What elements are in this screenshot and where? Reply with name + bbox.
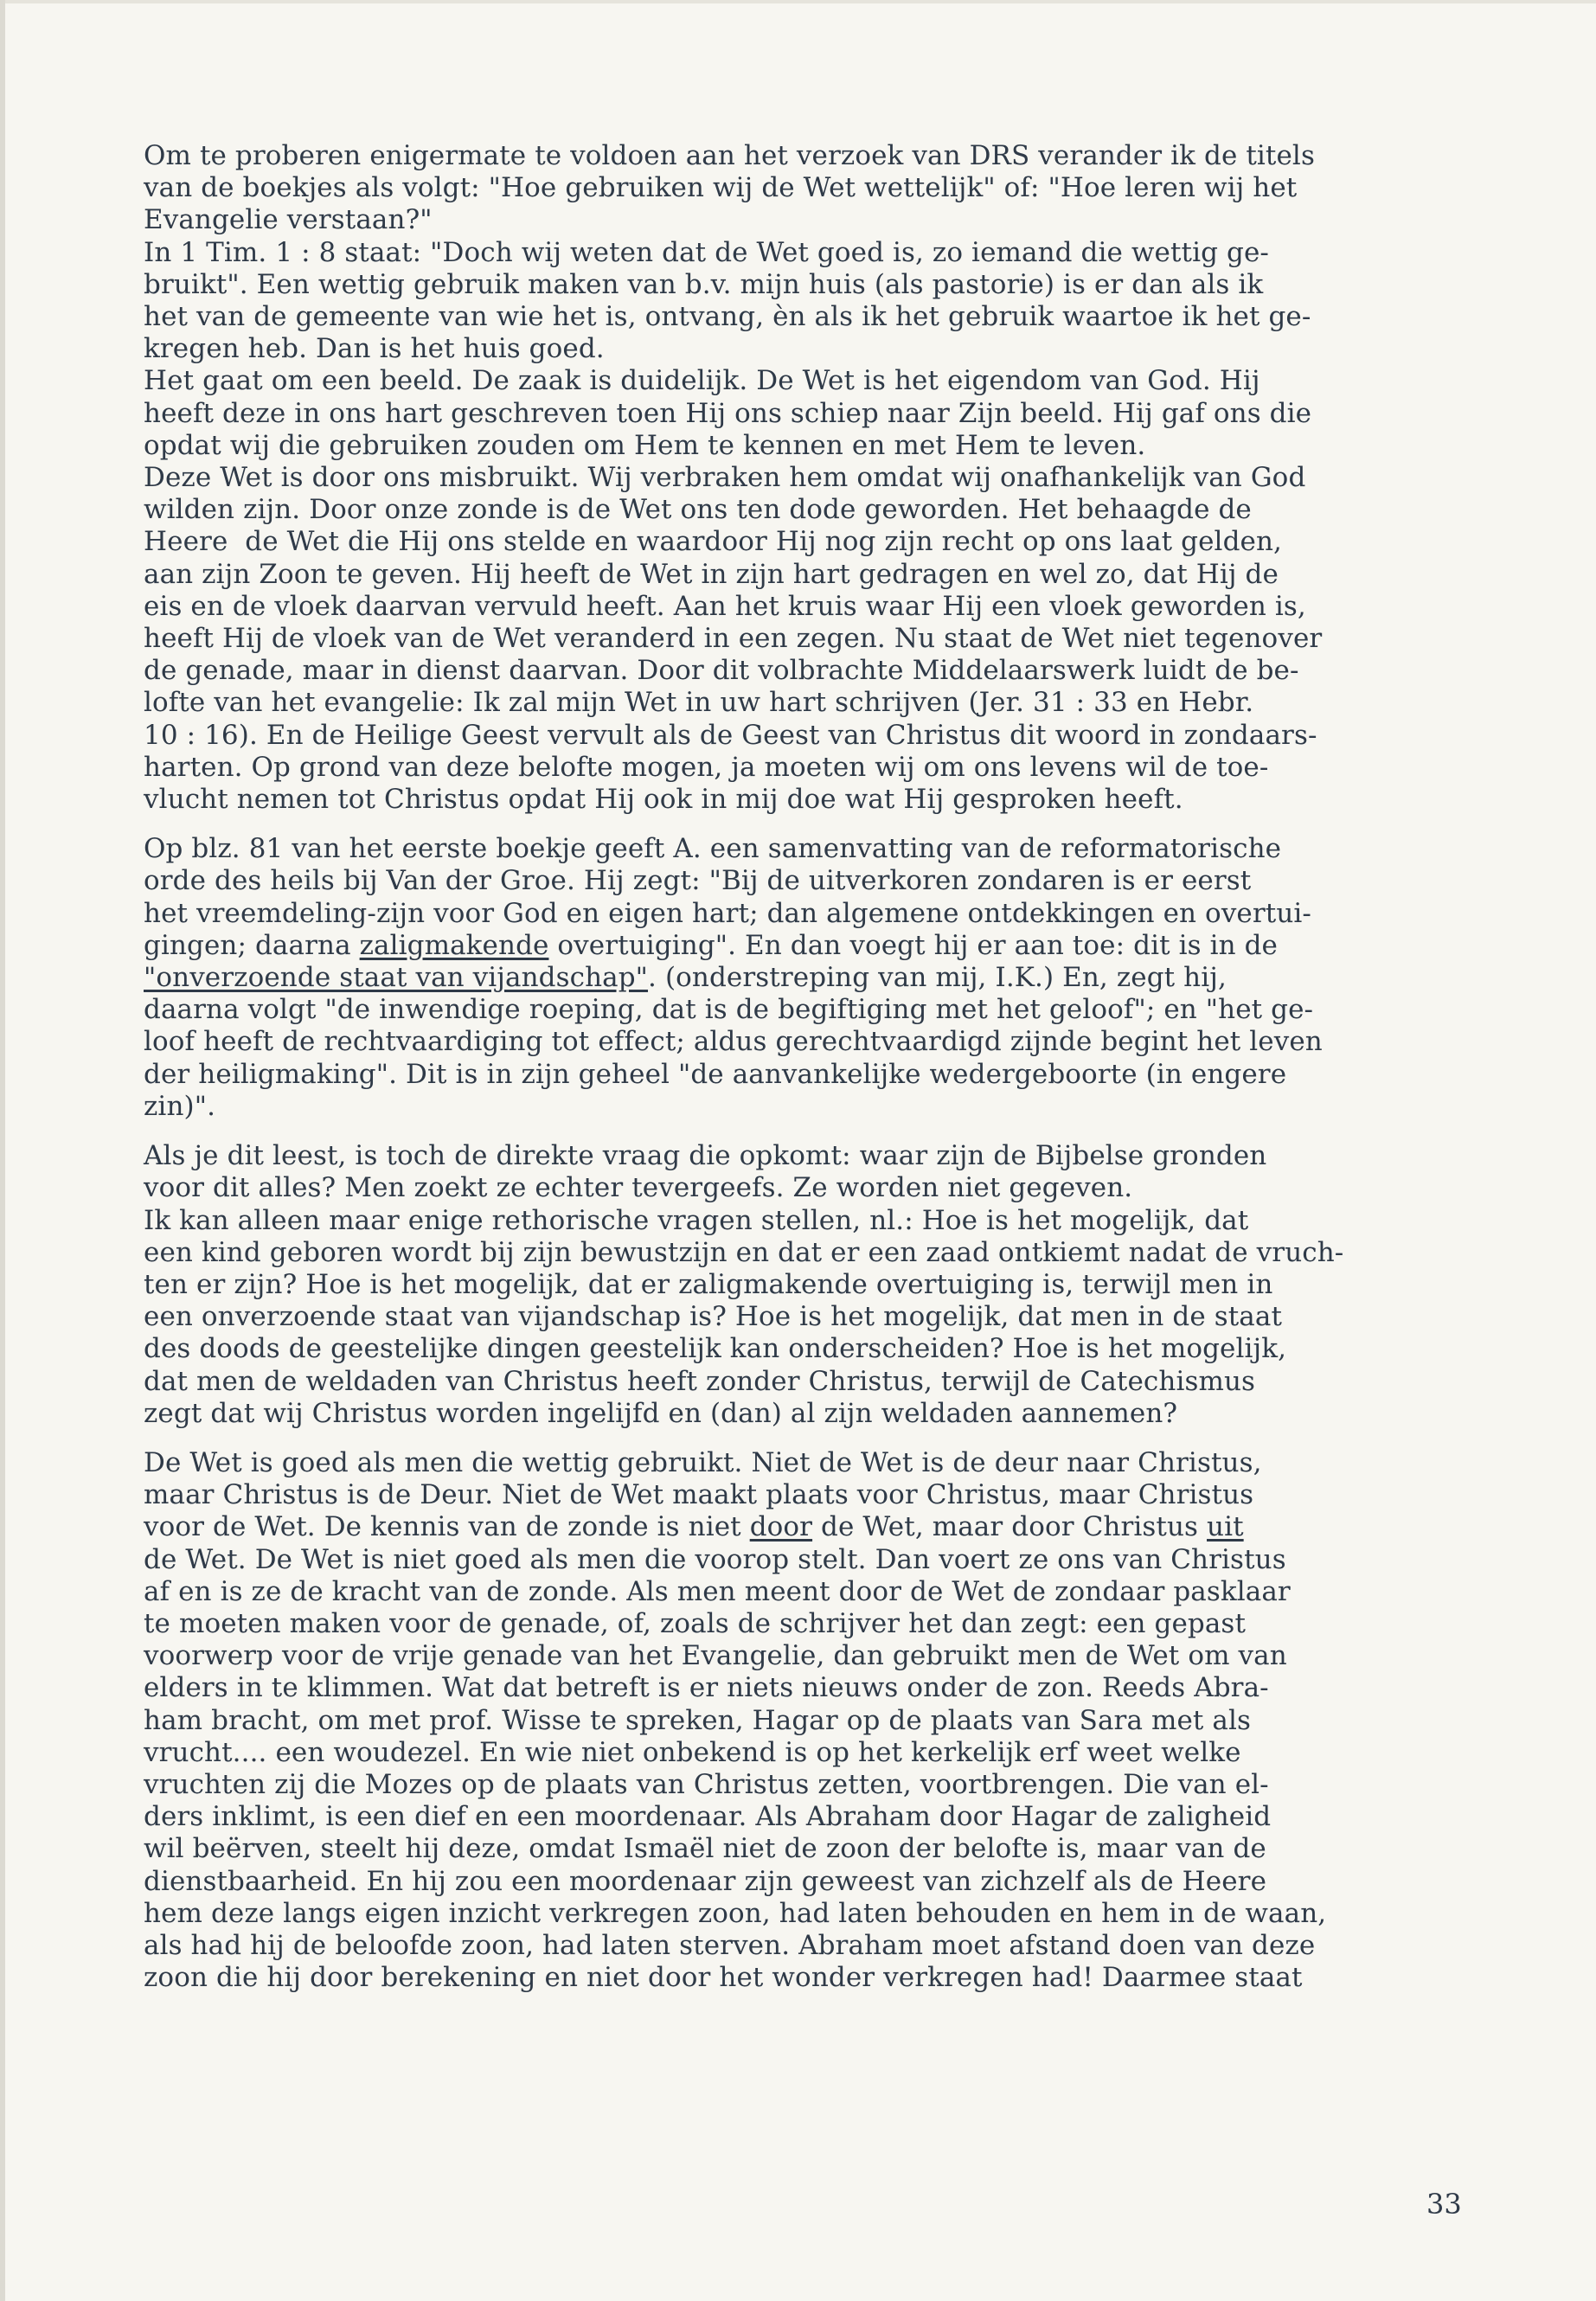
text-line: daarna volgt "de inwendige roeping, dat is de begiftiging met het geloof"; en "het ge- xyxy=(144,994,1314,1026)
text-line: het vreemdeling-zijn voor God en eigen hart; dan algemene ontdekkingen en overtui- xyxy=(144,897,1312,929)
text-line: Om te proberen enigermate te voldoen aan het verzoek van DRS verander ik de titels xyxy=(144,140,1315,171)
text-line: ham bracht, om met prof. Wisse te spreken, Hagar op de plaats van Sara met als xyxy=(144,1704,1252,1736)
text-line: dienstbaarheid. En hij zou een moordenaar zijn geweest van zichzelf als de Heere xyxy=(144,1865,1267,1897)
text-line: heeft deze in ons hart geschreven toen Hij ons schiep naar Zijn beeld. Hij gaf ons die xyxy=(144,397,1312,429)
text-line: hem deze langs eigen inzicht verkregen zoon, had laten behouden en hem in de waan, xyxy=(144,1897,1327,1929)
text-line: Evangelie verstaan?" xyxy=(144,204,433,236)
text-line: zin)". xyxy=(144,1090,216,1122)
text-line: dat men de weldaden van Christus heeft zonder Christus, terwijl de Catechismus xyxy=(144,1365,1256,1397)
text-line: zoon die hij door berekening en niet door het wonder verkregen had! Daarmee staat xyxy=(144,1962,1303,1994)
paragraph-1 xyxy=(144,140,1493,816)
text-line: loof heeft de rechtvaardiging tot effect; aldus gerechtvaardigd zijnde begint het leven xyxy=(144,1026,1323,1058)
text-line: voor dit alles? Men zoekt ze echter tevergeefs. Ze worden niet gegeven. xyxy=(144,1172,1133,1204)
text-line: vrucht.... een woudezel. En wie niet onbekend is op het kerkelijk erf weet welke xyxy=(144,1736,1241,1768)
underlined-term-door: door xyxy=(749,1511,813,1543)
paragraph-3 xyxy=(144,1140,1493,1430)
text-line: wil beërven, steelt hij deze, omdat Ismaël niet de zoon der belofte is, maar van de xyxy=(144,1833,1266,1865)
text-line: ders inklimt, is een dief en een moordenaar. Als Abraham door Hagar de zaligheid xyxy=(144,1801,1272,1833)
text-line: Ik kan alleen maar enige rethorische vragen stellen, nl.: Hoe is het mogelijk, dat xyxy=(144,1204,1249,1236)
page-number: 33 xyxy=(1426,2188,1462,2221)
text-segment: overtuiging". En dan voegt hij er aan toe: dit is in de xyxy=(548,929,1278,961)
text-line-with-underline xyxy=(144,962,1493,994)
text-line: wilden zijn. Door onze zonde is de Wet ons ten dode geworden. Het behaagde de xyxy=(144,494,1252,526)
text-segment: . (onderstreping van mij, I.K.) En, zegt hij, xyxy=(648,962,1227,994)
text-line: heeft Hij de vloek van de Wet veranderd in een zegen. Nu staat de Wet niet tegenover xyxy=(144,623,1323,655)
text-line: Als je dit leest, is toch de direkte vraag die opkomt: waar zijn de Bijbelse gronden xyxy=(144,1140,1267,1172)
text-line: ten er zijn? Hoe is het mogelijk, dat er zaligmakende overtuiging is, terwijl men in xyxy=(144,1268,1273,1300)
text-line: een kind geboren wordt bij zijn bewustzijn en dat er een zaad ontkiemt nadat de vruch- xyxy=(144,1236,1344,1268)
text-line: des doods de geestelijke dingen geestelijk kan onderscheiden? Hoe is het mogelijk, xyxy=(144,1333,1287,1365)
text-line: Deze Wet is door ons misbruikt. Wij verbraken hem omdat wij onafhankelijk van God xyxy=(144,462,1306,494)
text-line-with-underline xyxy=(144,1511,1493,1543)
text-segment: gingen; daarna xyxy=(144,929,360,961)
text-line: aan zijn Zoon te geven. Hij heeft de Wet in zijn hart gedragen en wel zo, dat Hij de xyxy=(144,558,1279,590)
text-line: eis en de vloek daarvan vervuld heeft. Aan het kruis waar Hij een vloek geworden is, xyxy=(144,590,1306,622)
text-line: bruikt". Een wettig gebruik maken van b.v. mijn huis (als pastorie) is er dan als ik xyxy=(144,268,1264,300)
scan-edge-top xyxy=(0,0,1596,3)
text-line: kregen heb. Dan is het huis goed. xyxy=(144,333,605,365)
scan-edge-left xyxy=(0,0,5,2301)
underlined-phrase: "onverzoende staat van vijandschap" xyxy=(144,962,649,994)
paragraph-4 xyxy=(144,1447,1493,1994)
text-line-with-underline xyxy=(144,930,1493,962)
text-segment: de Wet, maar door Christus xyxy=(812,1511,1208,1543)
text-segment: voor de Wet. De kennis van de zonde is niet xyxy=(144,1511,750,1543)
text-line: een onverzoende staat van vijandschap is? Hoe is het mogelijk, dat men in de staat xyxy=(144,1301,1283,1333)
paragraph-2 xyxy=(144,833,1493,1123)
text-line: De Wet is goed als men die wettig gebruikt. Niet de Wet is de deur naar Christus, xyxy=(144,1446,1262,1478)
text-line: af en is ze de kracht van de zonde. Als men meent door de Wet de zondaar pasklaar xyxy=(144,1575,1291,1607)
body-text xyxy=(144,140,1493,2011)
text-line: Op blz. 81 van het eerste boekje geeft A. een samenvatting van de reformatorische xyxy=(144,833,1282,865)
text-line: van de boekjes als volgt: "Hoe gebruiken wij de Wet wettelijk" of: "Hoe leren wij het xyxy=(144,172,1298,204)
text-line: orde des heils bij Van der Groe. Hij zegt: "Bij de uitverkoren zondaren is er eerst xyxy=(144,865,1252,897)
text-line: lofte van het evangelie: Ik zal mijn Wet in uw hart schrijven (Jer. 31 : 33 en Hebr. xyxy=(144,687,1254,719)
text-line: der heiligmaking". Dit is in zijn geheel "de aanvankelijke wedergeboorte (in engere xyxy=(144,1058,1287,1090)
text-line: harten. Op grond van deze belofte mogen, ja moeten wij om ons levens wil de toe- xyxy=(144,751,1269,783)
text-line: In 1 Tim. 1 : 8 staat: "Doch wij weten dat de Wet goed is, zo iemand die wettig ge- xyxy=(144,236,1269,268)
text-line: de Wet. De Wet is niet goed als men die voorop stelt. Dan voert ze ons van Christus xyxy=(144,1543,1286,1575)
text-line: elders in te klimmen. Wat dat betreft is er niets nieuws onder de zon. Reeds Abra- xyxy=(144,1672,1269,1704)
text-line: 10 : 16). En de Heilige Geest vervult als de Geest van Christus dit woord in zondaars- xyxy=(144,719,1317,751)
underlined-term: zaligmakende xyxy=(359,929,549,961)
text-line: als had hij de beloofde zoon, had laten sterven. Abraham moet afstand doen van deze xyxy=(144,1929,1316,1961)
text-line: opdat wij die gebruiken zouden om Hem te kennen en met Hem te leven. xyxy=(144,429,1146,461)
text-line: de genade, maar in dienst daarvan. Door dit volbrachte Middelaarswerk luidt de be- xyxy=(144,655,1299,687)
text-line: het van de gemeente van wie het is, ontvang, èn als ik het gebruik waartoe ik het ge- xyxy=(144,301,1311,333)
text-line: voorwerp voor de vrije genade van het Evangelie, dan gebruikt men de Wet om van xyxy=(144,1640,1287,1672)
text-line: te moeten maken voor de genade, of, zoals de schrijver het dan zegt: een gepast xyxy=(144,1607,1246,1639)
text-line: zegt dat wij Christus worden ingelijfd en (dan) al zijn weldaden aannemen? xyxy=(144,1397,1178,1429)
text-line: maar Christus is de Deur. Niet de Wet maakt plaats voor Christus, maar Christus xyxy=(144,1479,1254,1511)
text-line: Heere de Wet die Hij ons stelde en waardoor Hij nog zijn recht op ons laat gelden, xyxy=(144,526,1282,558)
text-line: Het gaat om een beeld. De zaak is duidelijk. De Wet is het eigendom van God. Hij xyxy=(144,365,1260,397)
underlined-term-uit: uit xyxy=(1207,1511,1244,1543)
text-line: vruchten zij die Mozes op de plaats van Christus zetten, voortbrengen. Die van el- xyxy=(144,1768,1269,1800)
text-line: vlucht nemen tot Christus opdat Hij ook in mij doe wat Hij gesproken heeft. xyxy=(144,784,1183,816)
